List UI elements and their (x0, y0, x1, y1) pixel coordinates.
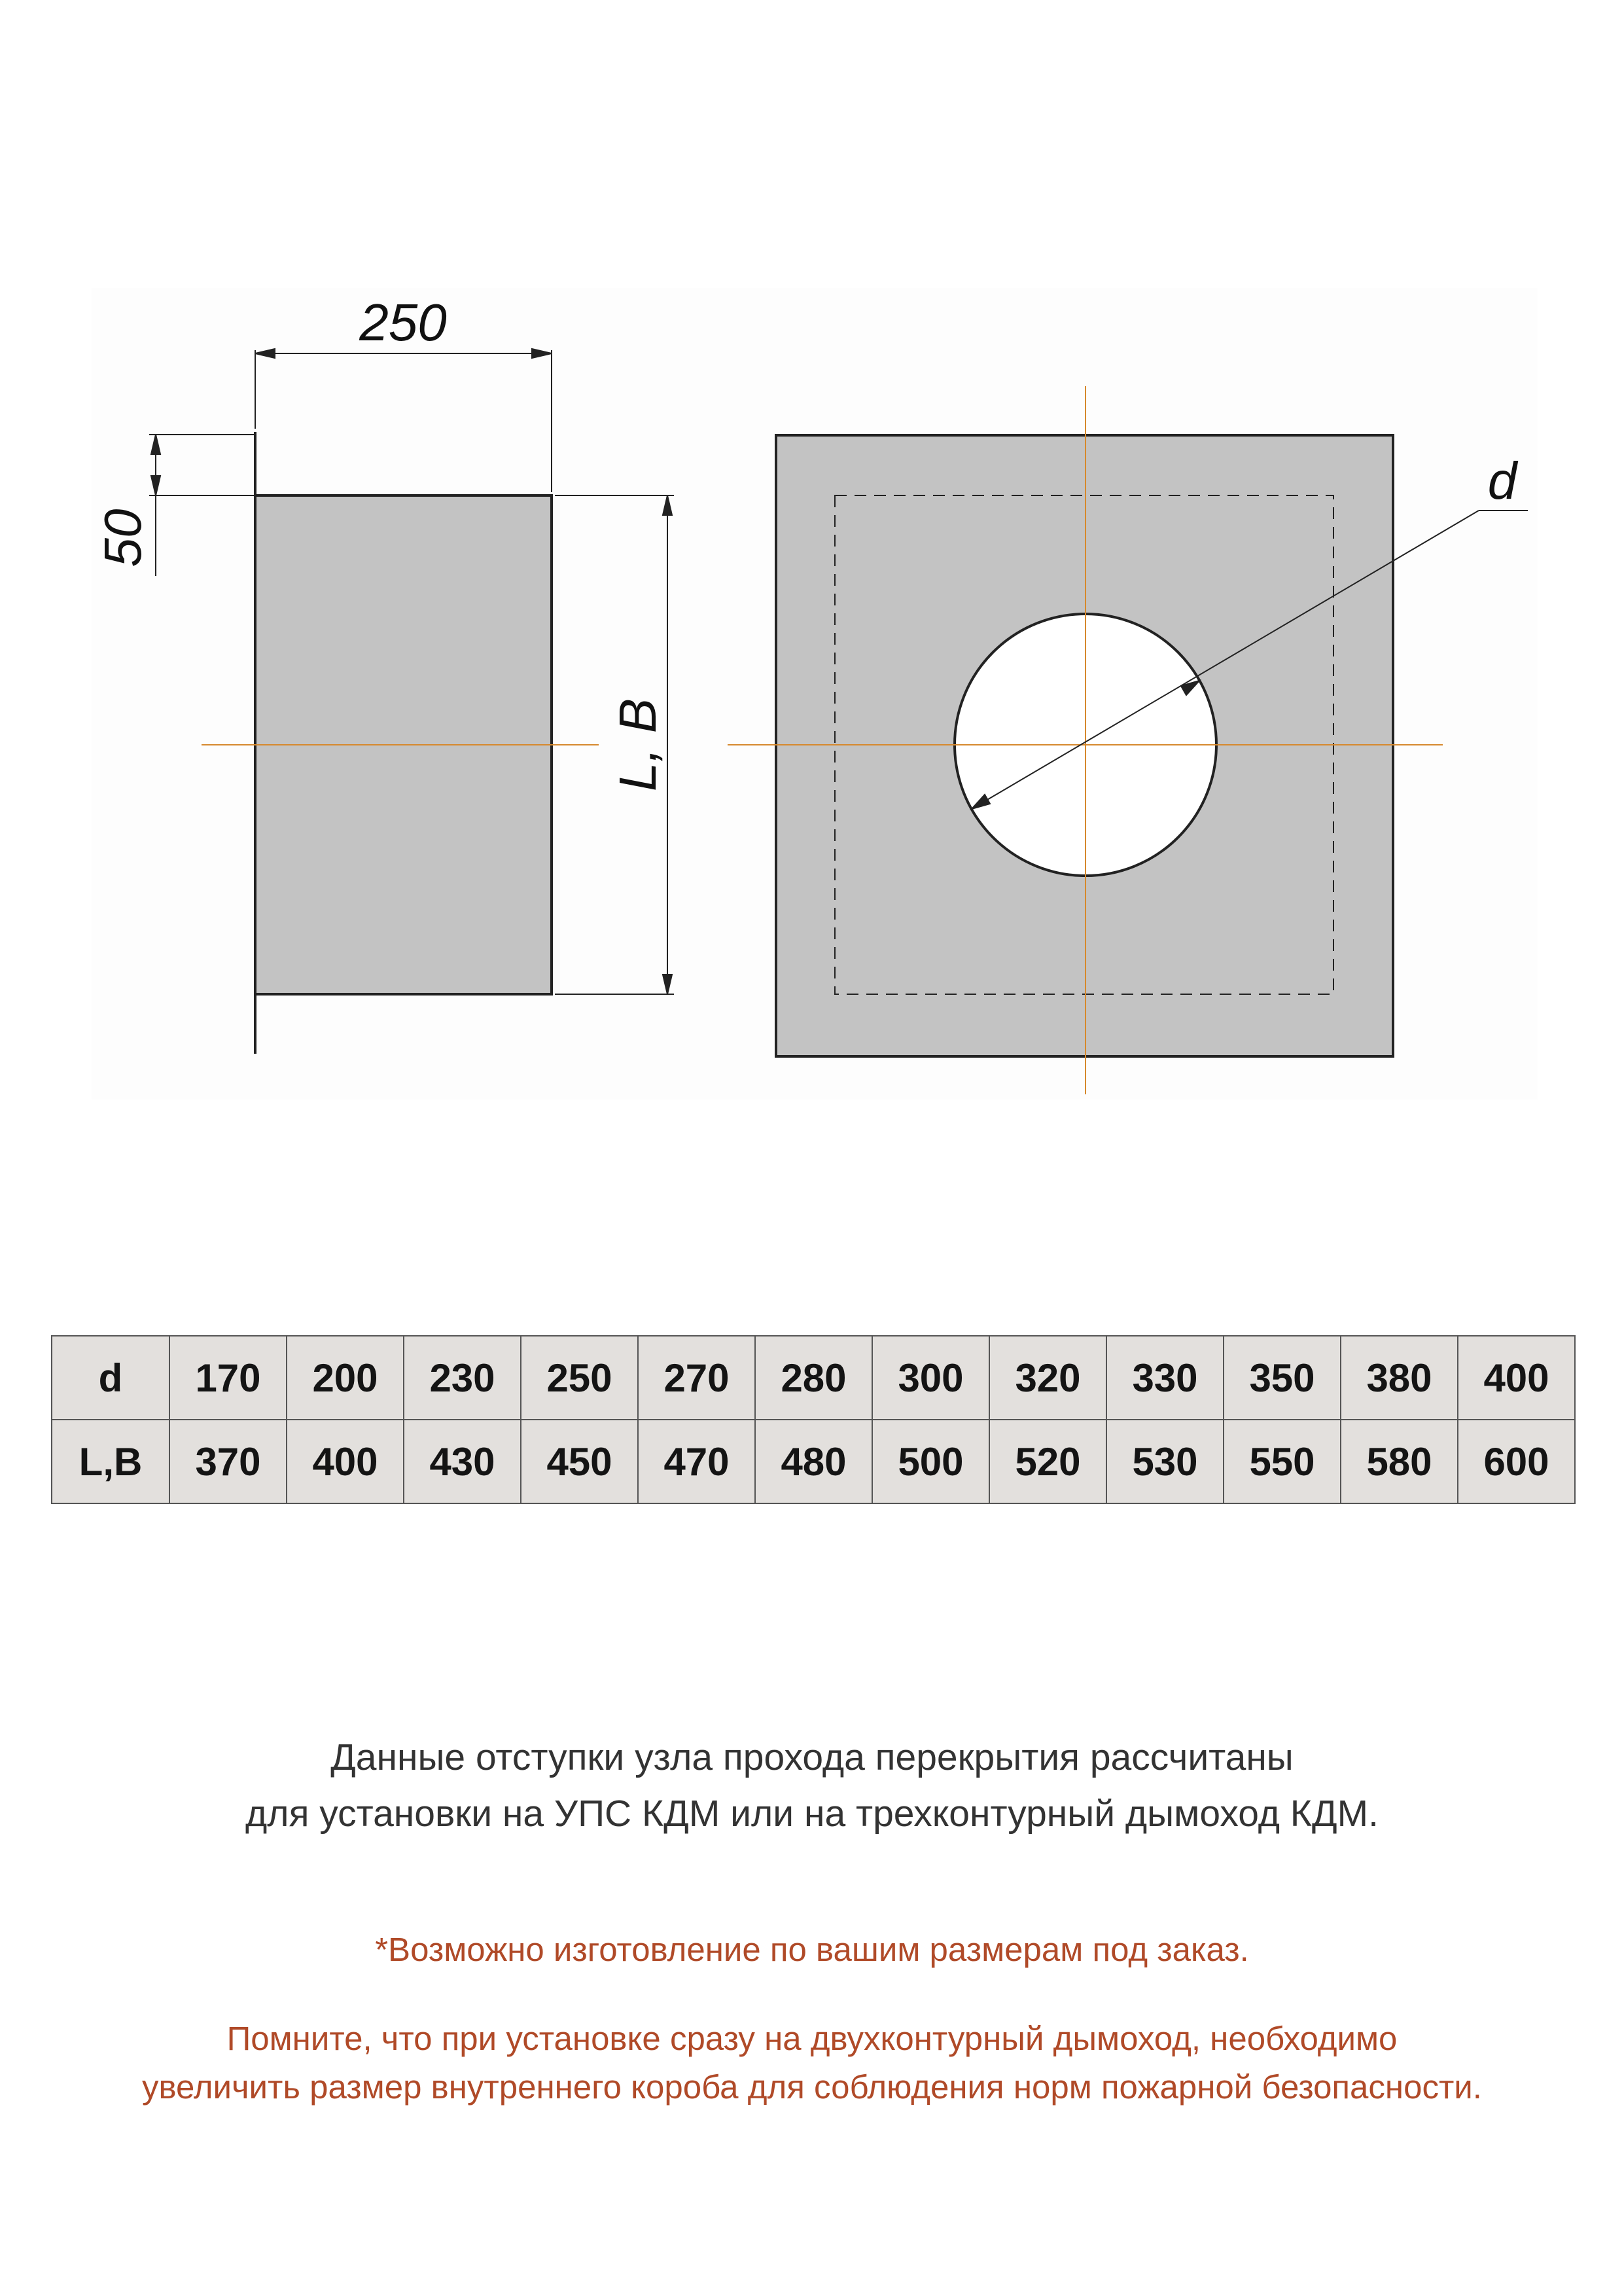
table-cell: 470 (638, 1420, 755, 1503)
table-cell: 400 (287, 1420, 404, 1503)
size-table (51, 1335, 1576, 1504)
dimension-50 (149, 435, 254, 576)
table-cell: 330 (1106, 1336, 1224, 1420)
installation-info-line-2: для установки на УПС КДМ или на трехконтурный дымоход КДМ. (245, 1793, 1379, 1835)
safety-warning (0, 2015, 1624, 2111)
table-cell: 350 (1224, 1336, 1341, 1420)
table-cell: 170 (169, 1336, 287, 1420)
table-cell: 270 (638, 1336, 755, 1420)
custom-order-note (0, 1926, 1624, 1974)
table-cell: 530 (1106, 1420, 1224, 1503)
row-header: d (52, 1336, 169, 1420)
installation-info-line-1: Данные отступки узла прохода перекрытия рассчитаны (330, 1736, 1294, 1778)
table-cell: 550 (1224, 1420, 1341, 1503)
table-cell: 450 (521, 1420, 638, 1503)
technical-drawing (92, 288, 1538, 1100)
table-row (52, 1336, 1575, 1420)
table-cell: 320 (989, 1336, 1106, 1420)
safety-warning-line-1: Помните, что при установке сразу на двухконтурный дымоход, необходимо (226, 2020, 1398, 2057)
side-view (94, 293, 674, 1054)
table-cell: 250 (521, 1336, 638, 1420)
dimension-50-label: 50 (94, 509, 152, 567)
table-cell: 400 (1458, 1336, 1575, 1420)
table-cell: 430 (404, 1420, 521, 1503)
table-cell: 370 (169, 1420, 287, 1503)
table-cell: 200 (287, 1336, 404, 1420)
table-row (52, 1420, 1575, 1503)
row-header: L,B (52, 1420, 169, 1503)
table-cell: 300 (872, 1336, 989, 1420)
table-cell: 580 (1341, 1420, 1458, 1503)
dimension-250-label: 250 (359, 293, 447, 351)
top-view (728, 386, 1528, 1094)
safety-warning-line-2: увеличить размер внутреннего короба для соблюдения норм пожарной безопасности. (142, 2068, 1482, 2106)
table-cell: 520 (989, 1420, 1106, 1503)
custom-order-text: *Возможно изготовление по вашим размерам под заказ. (375, 1931, 1249, 1968)
size-table-body (52, 1336, 1575, 1503)
dimension-d-label: d (1487, 452, 1517, 510)
table-cell: 380 (1341, 1336, 1458, 1420)
dimension-lb-label: L, B (609, 698, 667, 792)
table-cell: 230 (404, 1336, 521, 1420)
table-cell: 500 (872, 1420, 989, 1503)
dimension-250 (255, 349, 552, 492)
installation-info (0, 1729, 1624, 1842)
table-cell: 480 (755, 1420, 872, 1503)
table-cell: 600 (1458, 1420, 1575, 1503)
drawing-svg (92, 288, 1538, 1100)
table-cell: 280 (755, 1336, 872, 1420)
